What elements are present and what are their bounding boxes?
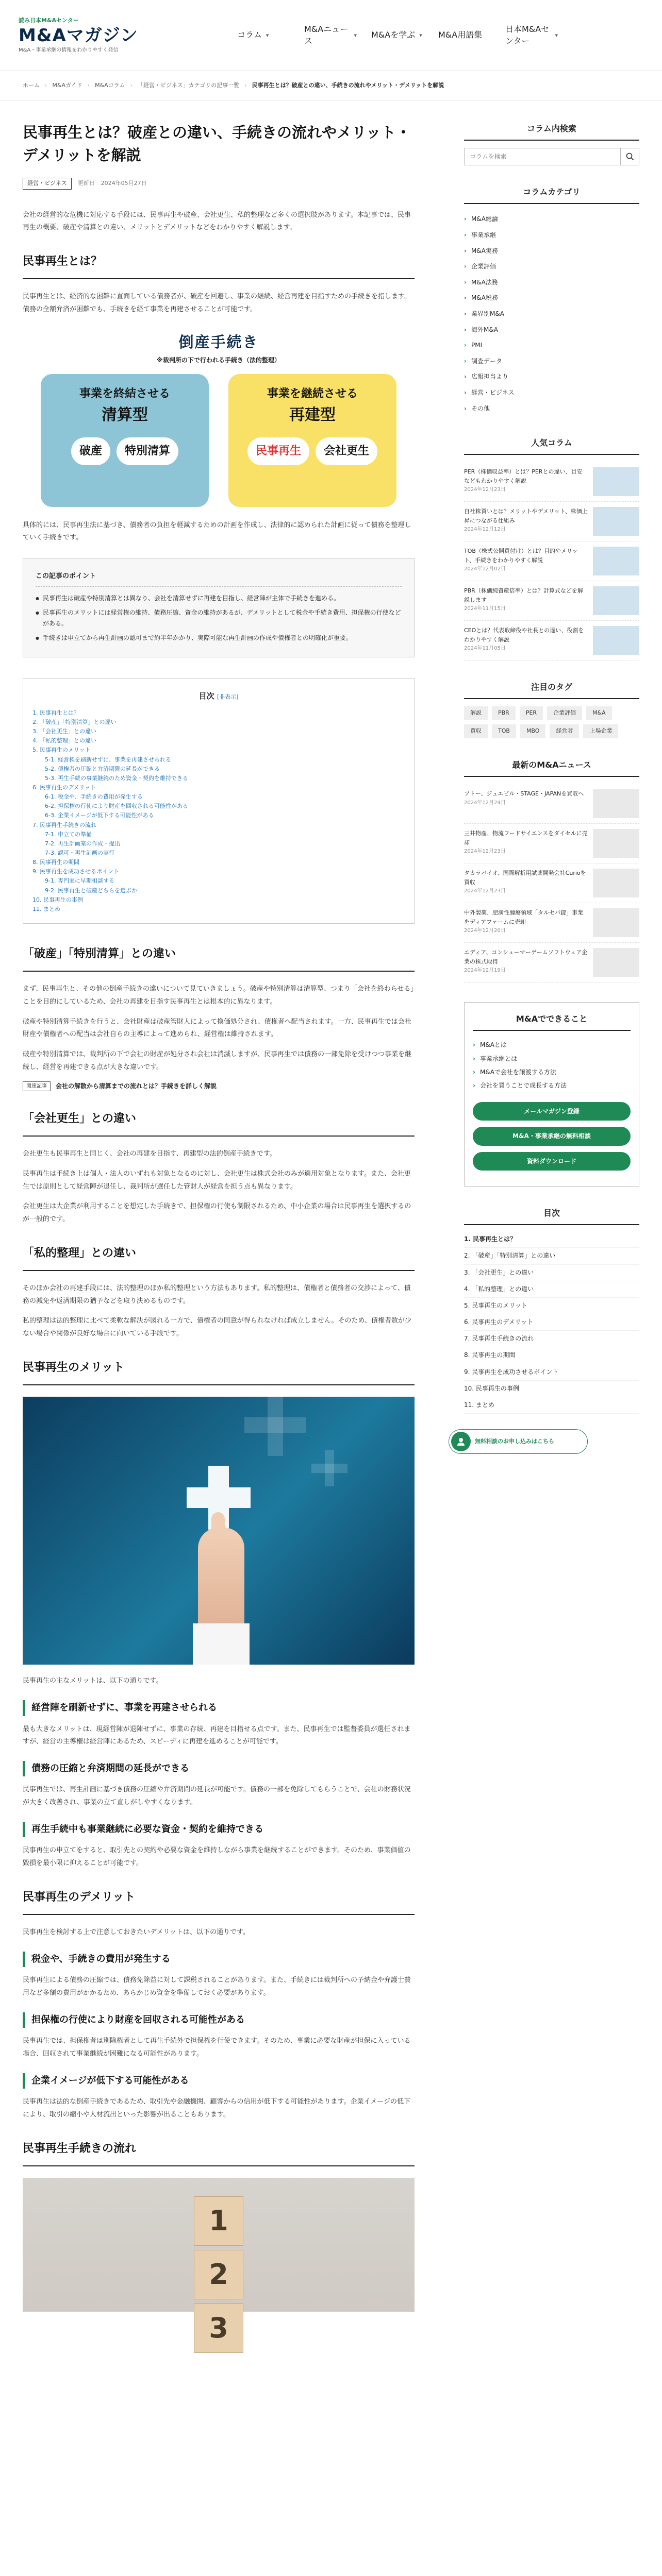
nav-label: M&A用語集 bbox=[438, 30, 483, 40]
news-list bbox=[464, 784, 639, 982]
popular-title: PBR（株価純資産倍率）とは？計算式などを解説します bbox=[464, 587, 583, 603]
category-link[interactable]: › 広報担当より bbox=[464, 369, 639, 385]
private-text-2: 私的整理は法的整理に比べて柔軟な解決が図れる一方で、債権者の同意が得られなければ成立しません。そのため、債権者数が少ない場合や関係が良好な場合に向いている手段です。 bbox=[23, 1317, 412, 1338]
toc-link[interactable]: 2. 「破産」「特別清算」との違い bbox=[32, 719, 117, 725]
news-date: 2024年12月24日 bbox=[464, 800, 506, 806]
sidebar-toc-list bbox=[464, 1231, 639, 1414]
point-item: ● 民事再生のメリットには経営権の維持、債務圧縮、資金の維持があるが、デメリットとして税金や手続き費用、担保権の行使などがある。 bbox=[36, 607, 402, 630]
toc-link[interactable]: 7-2. 再生計画案の作成・提出 bbox=[45, 840, 120, 847]
popular-item-body bbox=[464, 586, 588, 615]
cross-shape bbox=[268, 1394, 283, 1456]
heading-bankrupt: 「破産」「特別清算」との違い bbox=[23, 944, 415, 972]
person-icon bbox=[456, 1436, 466, 1447]
point-item: ● 手続きは申立てから再生計画の認可まで約半年かかり、実際可能な再生計画の作成や債権者との明確化が重要。 bbox=[36, 633, 402, 644]
sidebar-toc-link[interactable]: 5. 民事再生のメリット bbox=[464, 1298, 639, 1314]
heading-what: 民事再生とは？ bbox=[23, 252, 415, 279]
cross-shape bbox=[325, 1450, 334, 1486]
article-meta bbox=[23, 178, 415, 190]
tag-link[interactable]: TOB bbox=[492, 724, 516, 738]
bankrupt-text-2: 破産や特別清算手続きを行うと、会社財産は破産管財人によって換価処分され、債権者へ配当されます。一方、民事再生では会社財産や債権者への配当は会社自らの主導によって進められ、経営権は維持されます。 bbox=[23, 1018, 411, 1039]
nav-label: M&Aニュース bbox=[304, 24, 349, 46]
breadcrumb-home[interactable]: ホーム bbox=[23, 82, 40, 89]
download-button[interactable]: 資料ダウンロード bbox=[473, 1152, 631, 1171]
intro-text: 会社の経営的な危機に対応する手段には、民事再生や破産、会社更生、私的整理など多くの選択肢があります。本記事では、民事再生の概要、破産や清算との違い、メリットとデメリットなどをわかりやすく解説します。 bbox=[23, 211, 411, 232]
toc-link[interactable]: 9-1. 専門家に早期相談する bbox=[45, 877, 114, 885]
news-item-body bbox=[464, 908, 588, 937]
corp-text-3: 会社更生は大企業が利用することを想定した手続きで、担保権の行使も制限されるため、中小企業の場合は民事再生を選択するのが一般的です。 bbox=[23, 1202, 411, 1223]
toc-link[interactable]: 3. 「会社更生」との違い bbox=[32, 728, 96, 735]
news-date: 2024年12月20日 bbox=[464, 928, 506, 934]
news-item[interactable] bbox=[464, 824, 639, 863]
sidebar-toc-link[interactable]: 11. まとめ bbox=[464, 1397, 639, 1414]
search-input[interactable] bbox=[465, 148, 620, 165]
category-link[interactable]: › 経営・ビジネス bbox=[464, 385, 639, 401]
news-thumbnail bbox=[593, 948, 639, 977]
merit-3-heading: 再生手続中も事業継続に必要な資金・契約を維持できる bbox=[23, 1822, 415, 1838]
sidebar-toc bbox=[464, 1206, 639, 1454]
news-title: ソトー、ジュエビル・STAGE・JAPANを買収へ bbox=[464, 790, 584, 798]
block-2: 2 bbox=[194, 2250, 243, 2299]
pill-special-liquidation: 特別清算 bbox=[117, 437, 178, 465]
consultation-button[interactable]: M&A・事業承継の無料相談 bbox=[473, 1127, 631, 1145]
newsletter-button[interactable]: メールマガジン登録 bbox=[473, 1102, 631, 1121]
news-title: 三井物産、物流フードサイエンスをダイセルに売却 bbox=[464, 830, 588, 846]
chevron-down-icon: ▾ bbox=[419, 31, 422, 39]
toc-link[interactable]: 5-3. 再生手続の事業継続のため資金・契約を維持できる bbox=[45, 774, 188, 782]
tag-link[interactable]: 解説 bbox=[464, 706, 488, 720]
what-text-1: 民事再生とは、経済的な困難に直面している債務者が、破産を回避し、事業の継続、経営再建を目指すための手続きを指します。債務の全額弁済が困難でも、手続きを経て事業を再建させることが可能です。 bbox=[23, 293, 411, 314]
can-do-list bbox=[473, 1038, 631, 1093]
search-icon bbox=[626, 152, 634, 161]
popular-thumbnail bbox=[593, 586, 639, 615]
tag-link[interactable]: MBO bbox=[520, 724, 546, 738]
breadcrumb-separator: › bbox=[87, 82, 90, 89]
category-link[interactable]: › M&A実務 bbox=[464, 243, 639, 259]
toc-link[interactable]: 6-2. 担保権の行使により財産を回収される可能性がある bbox=[45, 803, 188, 810]
liquidation-type: 清算型 bbox=[102, 406, 148, 425]
news-item-body bbox=[464, 829, 588, 858]
article-date: 2024年05月27日 bbox=[101, 180, 147, 187]
rehabilitation-box bbox=[228, 374, 396, 507]
popular-thumbnail bbox=[593, 507, 639, 536]
news-item-body bbox=[464, 948, 588, 977]
news-thumbnail bbox=[593, 829, 639, 858]
can-do-link[interactable]: › 事業承継とは bbox=[473, 1052, 631, 1065]
rehabilitation-head: 事業を継続させる bbox=[267, 387, 358, 400]
breadcrumb bbox=[0, 71, 662, 101]
toc-link[interactable]: 6-3. 企業イメージが低下する可能性がある bbox=[45, 812, 154, 819]
toc-link[interactable]: 11. まとめ bbox=[32, 905, 60, 912]
consultation-label: 無料相談のお申し込みはこちら bbox=[475, 1437, 554, 1445]
nav-label: コラム bbox=[237, 30, 262, 40]
popular-title: 自社株買いとは？メリットやデメリット、株価上昇につながる仕組み bbox=[464, 508, 588, 524]
popular-item-body bbox=[464, 626, 588, 655]
popular-title: TOB（株式公開買付け）とは？目的やメリット、手続きをわかりやすく解説 bbox=[464, 548, 578, 564]
news-thumbnail bbox=[593, 869, 639, 897]
breadcrumb-separator: › bbox=[45, 82, 47, 89]
private-text-1: そのほか会社の再建手段には、法的整理のほか私的整理という方法もあります。私的整理は、債権者と債務者の交渉によって、債務の減免や返済期限の猶予などを取り決めるものです。 bbox=[23, 1284, 411, 1305]
toc-link[interactable]: 9-2. 民事再生と破産どちらを選ぶか bbox=[45, 887, 137, 894]
news-item[interactable] bbox=[464, 784, 639, 824]
popular-thumbnail bbox=[593, 626, 639, 655]
nav-column[interactable] bbox=[230, 20, 297, 51]
block-3: 3 bbox=[194, 2303, 243, 2353]
merit-1-text: 最も大きなメリットは、現経営陣が退陣せずに、事業の存続、再建を目指せる点です。また、民事再生では監督委員が選任されますが、経営の主導権は経営陣にあるため、スピーディに再建を進めることが可能です。 bbox=[23, 1725, 411, 1746]
toc-link[interactable]: 5-1. 経営権を刷新せずに、事業を再建させられる bbox=[45, 756, 171, 763]
points-title: この記事のポイント bbox=[36, 571, 402, 587]
toc-link[interactable]: 8. 民事再生の期間 bbox=[32, 859, 79, 866]
pill-civil-rehabilitation: 民事再生 bbox=[247, 437, 309, 465]
site-logo[interactable] bbox=[19, 16, 194, 55]
related-badge: 関連記事 bbox=[23, 1081, 51, 1091]
tag-list bbox=[464, 706, 639, 738]
sidebar-popular bbox=[464, 436, 639, 660]
category-link[interactable]: › 企業評価 bbox=[464, 259, 639, 275]
sidebar-toc-link[interactable]: 6. 民事再生のデメリット bbox=[464, 1314, 639, 1331]
toc-title: 目次 bbox=[198, 691, 214, 701]
sidebar-tags bbox=[464, 680, 639, 738]
diagram-title: 倒産手続き bbox=[178, 333, 259, 351]
site-header bbox=[0, 0, 662, 71]
popular-item-body bbox=[464, 547, 588, 575]
popular-date: 2024年12月02日 bbox=[464, 566, 506, 572]
tag-link[interactable]: 上場企業 bbox=[583, 724, 618, 738]
breadcrumb-guide[interactable]: M&Aガイド bbox=[52, 82, 82, 89]
shirt-cuff bbox=[193, 1623, 250, 1665]
sidebar-toc-link[interactable]: 9. 民事再生を成功させるポイント bbox=[464, 1364, 639, 1381]
chevron-down-icon: ▾ bbox=[555, 31, 558, 39]
nav-news[interactable] bbox=[297, 20, 364, 51]
toc-link[interactable]: 6. 民事再生のデメリット bbox=[32, 784, 96, 791]
popular-item[interactable] bbox=[464, 462, 639, 502]
popular-thumbnail bbox=[593, 547, 639, 575]
category-link[interactable]: › M&A総論 bbox=[464, 211, 639, 227]
breadcrumb-separator: › bbox=[130, 82, 133, 89]
related-title: 会社の解散から清算までの流れとは？手続きを詳しく解説 bbox=[56, 1082, 217, 1090]
demerit-2-heading: 担保権の行使により財産を回収される可能性がある bbox=[23, 2012, 415, 2028]
diagram-note: ※裁判所の下で行われる手続き（法的整理） bbox=[157, 357, 280, 364]
pill-corporate-reorganization: 会社更生 bbox=[316, 437, 377, 465]
rehabilitation-type: 再建型 bbox=[289, 406, 336, 425]
popular-title: 人気コラム bbox=[464, 436, 639, 455]
sidebar-news bbox=[464, 758, 639, 982]
popular-date: 2024年11月15日 bbox=[464, 606, 506, 612]
popular-item[interactable] bbox=[464, 621, 639, 660]
article bbox=[23, 122, 415, 2345]
demerit-1-heading: 税金や、手続きの費用が発生する bbox=[23, 1952, 415, 1968]
merit-1-heading: 経営陣を刷新せずに、事業を再建させられる bbox=[23, 1700, 415, 1716]
popular-item[interactable] bbox=[464, 541, 639, 581]
toc-link[interactable]: 9. 民事再生を成功させるポイント bbox=[32, 868, 119, 875]
key-points-box bbox=[23, 558, 415, 657]
can-do-link[interactable]: › M&Aで会社を譲渡する方法 bbox=[473, 1065, 631, 1079]
news-item-body bbox=[464, 789, 584, 818]
toc-link[interactable]: 5-2. 債権者の圧縮と弁済期限の延長ができる bbox=[45, 765, 160, 772]
merit-2-text: 民事再生では、再生計画に基づき債務の圧縮や弁済期間の延長が可能です。債務の一部を免除してもらうことで、会社の財務状況が大きく改善され、事業の立て直しがしやすくなります。 bbox=[23, 1786, 411, 1807]
news-thumbnail bbox=[593, 908, 639, 937]
popular-item-body bbox=[464, 467, 588, 496]
pill-bankruptcy: 破産 bbox=[71, 437, 110, 465]
news-item[interactable] bbox=[464, 903, 639, 943]
popular-thumbnail bbox=[593, 467, 639, 496]
chevron-down-icon: ▾ bbox=[266, 31, 269, 39]
news-item[interactable] bbox=[464, 943, 639, 982]
corp-text-1: 会社更生も民事再生と同じく、会社の再建を目指す、再建型の法的倒産手続きです。 bbox=[23, 1150, 276, 1158]
popular-item[interactable] bbox=[464, 581, 639, 621]
sidebar-toc-link[interactable]: 7. 民事再生手続きの流れ bbox=[464, 1331, 639, 1347]
nav-learn[interactable] bbox=[364, 20, 431, 51]
popular-date: 2024年12月12日 bbox=[464, 527, 506, 533]
news-date: 2024年12月23日 bbox=[464, 849, 506, 855]
related-article-link[interactable] bbox=[23, 1081, 415, 1091]
heading-demerit: 民事再生のデメリット bbox=[23, 1888, 415, 1915]
popular-date: 2024年11月05日 bbox=[464, 646, 506, 652]
logo-title: M&Aマガジン bbox=[19, 25, 138, 46]
sidebar-toc-link[interactable]: 3. 「会社更生」との違い bbox=[464, 1265, 639, 1281]
logo-subtitle: M&A・事業承継の情報をわかりやすく発信 bbox=[19, 47, 119, 53]
breadcrumb-column[interactable]: M&Aコラム bbox=[95, 82, 125, 89]
nav-label: M&Aを学ぶ bbox=[371, 30, 416, 40]
news-title: タカラバイオ、国際解析用試薬開発会社Curioを買収 bbox=[464, 870, 586, 886]
category-link[interactable]: › 調査データ bbox=[464, 353, 639, 369]
sidebar-toc-link[interactable]: 8. 民事再生の期間 bbox=[464, 1347, 639, 1364]
demerit-2-text: 民事再生では、担保権者は別除権者として再生手続外で担保権を行使できます。そのため、事業に必要な財産が担保に入っている場合、回収されて事業継続が困難になる可能性があります。 bbox=[23, 2037, 411, 2058]
tag-link[interactable]: PBR bbox=[492, 706, 516, 720]
news-item[interactable] bbox=[464, 863, 639, 903]
can-do-link[interactable]: › 会社を買うことで成長する方法 bbox=[473, 1079, 631, 1092]
sidebar-can-do bbox=[464, 1002, 639, 1187]
heading-flow: 民事再生手続きの流れ bbox=[23, 2139, 415, 2166]
news-date: 2024年12月19日 bbox=[464, 968, 506, 974]
popular-title: PER（株価収益率）とは？PERとの違い、目安などもわかりやすく解説 bbox=[464, 468, 583, 484]
sidebar-toc-link[interactable]: 2. 「破産」「特別清算」との違い bbox=[464, 1248, 639, 1264]
what-text-2: 具体的には、民事再生法に基づき、債務者の負担を軽減するための計画を作成し、法律的に認められた計画に従って債務を整理していく手続きです。 bbox=[23, 521, 411, 542]
search-button[interactable] bbox=[620, 148, 639, 165]
heading-merit: 民事再生のメリット bbox=[23, 1358, 415, 1385]
category-link[interactable]: › PMI bbox=[464, 337, 639, 353]
point-item: ● 民事再生は破産や特別清算とは異なり、会社を清算せずに再建を目指し、経営陣が主体で手続きを進める。 bbox=[36, 593, 402, 604]
news-thumbnail bbox=[593, 789, 639, 818]
category-link[interactable]: › 業界別M&A bbox=[464, 306, 639, 322]
toc-link[interactable]: 1. 民事再生とは？ bbox=[32, 709, 79, 716]
sidebar bbox=[464, 122, 639, 2312]
breadcrumb-separator: › bbox=[244, 82, 247, 89]
popular-date: 2024年12月23日 bbox=[464, 487, 506, 493]
tag-link[interactable]: PER bbox=[520, 706, 543, 720]
toc-link[interactable]: 7. 民事再生手続きの流れ bbox=[32, 821, 96, 828]
liquidation-box bbox=[41, 374, 209, 507]
chevron-down-icon: ▾ bbox=[354, 31, 357, 39]
article-title: 民事再生とは？破産との違い、手続きの流れやメリット・デメリットを解説 bbox=[23, 124, 411, 164]
popular-title: CEOとは？代表取締役や社長との違い、役割をわかりやすく解説 bbox=[464, 627, 584, 643]
merit-intro: 民事再生の主なメリットは、以下の通りです。 bbox=[23, 1677, 163, 1685]
category-link[interactable]: › M&A法務 bbox=[464, 275, 639, 291]
nav-center[interactable] bbox=[498, 20, 565, 51]
merit-3-text: 民事再生の申立てをすると、取引先との契約や必要な資金を維持しながら事業を継続することができます。そのため、事業価値の毀損を最小限に抑えることが可能です。 bbox=[23, 1846, 411, 1868]
category-link[interactable]: › 海外M&A bbox=[464, 322, 639, 338]
news-title: 中外製薬、肥満性腫瘍領域「タルセバ錠」事業をディアファームに売却 bbox=[464, 909, 583, 925]
breadcrumb-current: 民事再生とは？破産との違い、手続きの流れやメリット・デメリットを解説 bbox=[252, 82, 444, 89]
toc-link[interactable]: 7-3. 認可・再生計画の実行 bbox=[45, 849, 114, 856]
popular-list bbox=[464, 462, 639, 660]
block-1: 1 bbox=[194, 2196, 243, 2246]
nav-glossary[interactable] bbox=[431, 20, 498, 51]
category-badge[interactable]: 経営・ビジネス bbox=[23, 178, 72, 190]
category-list bbox=[464, 211, 639, 416]
category-link[interactable]: › M&A税務 bbox=[464, 290, 639, 306]
demerit-intro: 民事再生を検討する上で注意しておきたいデメリットは、以下の通りです。 bbox=[23, 1928, 250, 1937]
sidebar-toc-title: 目次 bbox=[464, 1206, 639, 1225]
consultation-banner[interactable] bbox=[449, 1429, 588, 1454]
bankruptcy-diagram bbox=[23, 330, 415, 507]
categories-title: コラムカテゴリ bbox=[464, 185, 639, 204]
tag-link[interactable]: 企業評価 bbox=[547, 706, 582, 720]
news-item-body bbox=[464, 869, 588, 897]
toc-toggle[interactable]: [非表示] bbox=[217, 693, 239, 701]
breadcrumb-category[interactable]: 「経営・ビジネス」カテゴリの記事一覧 bbox=[137, 82, 240, 89]
demerit-3-heading: 企業イメージが低下する可能性がある bbox=[23, 2073, 415, 2089]
consultant-avatar bbox=[451, 1432, 471, 1451]
news-title: エディア、コンシューマーゲームソフトウェア企業の株式取得 bbox=[464, 949, 588, 965]
toc-list bbox=[32, 708, 405, 914]
heading-private: 「私的整理」との違い bbox=[23, 1244, 415, 1271]
corp-text-2: 民事再生は手続き上は個人・法人のいずれも対象となるのに対し、会社更生は株式会社のみが適用対象となります。また、会社更生では原則として経営陣が退任し、裁判所が選任した管財人が経営を担う点も異なります。 bbox=[23, 1170, 411, 1191]
category-link[interactable]: › その他 bbox=[464, 401, 639, 417]
sidebar-categories bbox=[464, 185, 639, 416]
tag-link[interactable]: 買収 bbox=[464, 724, 488, 738]
merit-2-heading: 債務の圧縮と弁済期間の延長ができる bbox=[23, 1761, 415, 1777]
date-label: 更新日 bbox=[77, 180, 95, 187]
tag-link[interactable]: 経営者 bbox=[550, 724, 579, 738]
numbered-blocks-image bbox=[23, 2178, 415, 2345]
demerit-3-text: 民事再生は法的な倒産手続きであるため、取引先や金融機関、顧客からの信用が低下する可能性があります。企業イメージの低下により、取引の縮小や人材流出といった影響が出ることもあります。 bbox=[23, 2098, 411, 2119]
can-do-link[interactable]: › M&Aとは bbox=[473, 1038, 631, 1052]
logo-tagline: 読み日本M&Aセンター bbox=[19, 17, 79, 24]
bankrupt-text-3: 破産や特別清算では、裁判所の下で会社の財産が処分され会社は消滅しますが、民事再生では債務の一部免除を受けつつ事業を継続し、経営を再建できる点が大きな違いです。 bbox=[23, 1050, 412, 1071]
sidebar-toc-link[interactable]: 4. 「私的整理」との違い bbox=[464, 1281, 639, 1298]
medical-cross-hand-image bbox=[23, 1397, 415, 1665]
news-title: 最新のM&Aニュース bbox=[464, 758, 639, 777]
table-of-contents bbox=[23, 678, 415, 924]
popular-item[interactable] bbox=[464, 502, 639, 541]
tag-link[interactable]: M&A bbox=[586, 706, 612, 720]
popular-item-body bbox=[464, 507, 588, 536]
global-nav bbox=[230, 20, 565, 51]
can-do-title: M&Aでできること bbox=[473, 1012, 631, 1031]
sidebar-toc-link[interactable]: 10. 民事再生の事例 bbox=[464, 1381, 639, 1397]
search-title: コラム内検索 bbox=[464, 122, 639, 141]
toc-link[interactable]: 10. 民事再生の事例 bbox=[32, 896, 83, 903]
tags-title: 注目のタグ bbox=[464, 680, 639, 699]
sidebar-search bbox=[464, 122, 639, 165]
category-link[interactable]: › 事業承継 bbox=[464, 227, 639, 243]
liquidation-head: 事業を終結させる bbox=[79, 387, 170, 400]
toc-link[interactable]: 6-1. 税金や、手続きの費用が発生する bbox=[45, 793, 143, 801]
toc-link[interactable]: 4. 「私的整理」との違い bbox=[32, 737, 96, 744]
heading-corp: 「会社更生」との違い bbox=[23, 1109, 415, 1137]
bankrupt-text-1: まず、民事再生と、その他の倒産手続きの違いについて見ていきましょう。破産や特別清算は清算型、つまり「会社を終わらせる」ことを目的にしているため、会社の再建を目指す民事再生とは根本的に異なります。 bbox=[23, 985, 414, 1006]
toc-link[interactable]: 5. 民事再生のメリット bbox=[32, 747, 91, 754]
demerit-1-text: 民事再生による債務の圧縮では、債務免除益に対して課税されることがあります。また、手続きには裁判所への予納金や弁護士費用など多額の費用がかかるため、あらかじめ資金を準備しておく必要があります。 bbox=[23, 1976, 411, 1997]
sidebar-toc-link[interactable]: 1. 民事再生とは？ bbox=[464, 1231, 639, 1248]
nav-label: 日本M&Aセンター bbox=[505, 24, 550, 46]
news-date: 2024年12月23日 bbox=[464, 888, 506, 894]
toc-link[interactable]: 7-1. 申立ての準備 bbox=[45, 831, 92, 838]
